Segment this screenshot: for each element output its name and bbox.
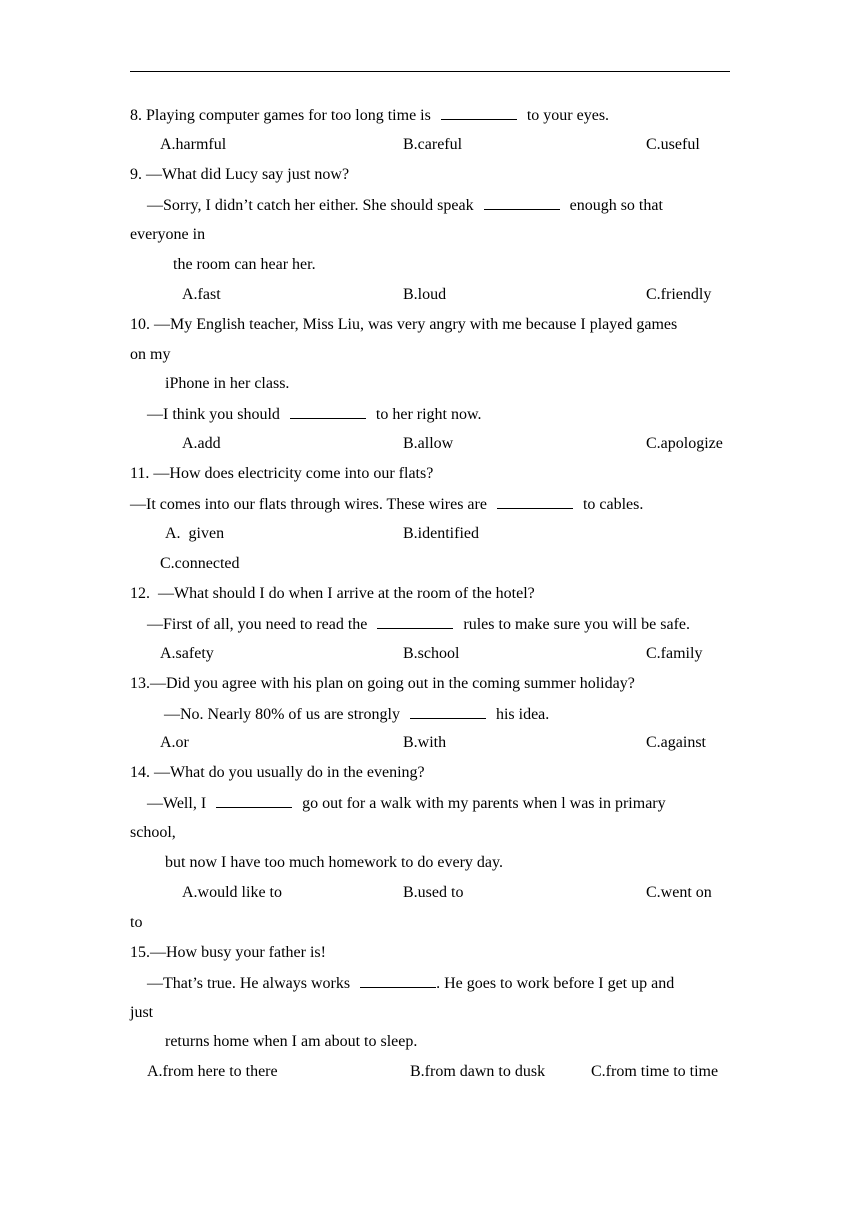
q13-option-a[interactable]: A.or	[160, 734, 189, 751]
q11-option-c[interactable]: C.connected	[160, 555, 240, 572]
answer-blank[interactable]	[216, 793, 292, 808]
answer-blank[interactable]	[484, 195, 560, 210]
question-14-reply: —Well, I go out for a walk with my parents when l was in primary	[147, 795, 666, 812]
q11-option-a[interactable]: A. given	[165, 525, 225, 542]
answer-blank[interactable]	[410, 704, 486, 719]
question-11-stem: 11. —How does electricity come into our flats?	[130, 465, 434, 482]
question-10-wrap: on my	[130, 346, 171, 363]
question-8-stem: 8. Playing computer games for too long time is to your eyes.	[130, 107, 610, 124]
question-14-stem: 14. —What do you usually do in the evening?	[130, 764, 425, 781]
q10-option-b[interactable]: B.allow	[403, 435, 454, 452]
answer-blank[interactable]	[290, 404, 366, 419]
q15-option-b[interactable]: B.from dawn to dusk	[410, 1063, 546, 1080]
question-15-stem: 15.—How busy your father is!	[130, 944, 326, 961]
answer-blank[interactable]	[360, 973, 436, 988]
q12-option-c[interactable]: C.family	[646, 645, 703, 662]
q14-option-c[interactable]: C.went on	[646, 884, 712, 901]
question-10-continued: iPhone in her class.	[165, 375, 290, 392]
q8-option-b[interactable]: B.careful	[403, 136, 463, 153]
q10-option-a[interactable]: A.add	[182, 435, 221, 452]
question-15-reply: —That’s true. He always works . He goes to work before I get up and	[147, 975, 675, 992]
q9-option-a[interactable]: A.fast	[182, 286, 221, 303]
q14-option-b[interactable]: B.used to	[403, 884, 464, 901]
answer-blank[interactable]	[497, 494, 573, 509]
question-11-reply: —It comes into our flats through wires. These wires are to cables.	[130, 496, 644, 513]
q13-option-c[interactable]: C.against	[646, 734, 706, 751]
q11-option-b[interactable]: B.identified	[403, 525, 479, 542]
question-9-stem: 9. —What did Lucy say just now?	[130, 166, 350, 183]
q9-option-c[interactable]: C.friendly	[646, 286, 712, 303]
answer-blank[interactable]	[377, 614, 453, 629]
question-15-continued: returns home when I am about to sleep.	[165, 1033, 418, 1050]
q8-option-c[interactable]: C.useful	[646, 136, 700, 153]
q8-option-a[interactable]: A.harmful	[160, 136, 227, 153]
q15-option-a[interactable]: A.from here to there	[147, 1063, 278, 1080]
q12-option-b[interactable]: B.school	[403, 645, 460, 662]
q12-option-a[interactable]: A.safety	[160, 645, 214, 662]
question-14-continued: but now I have too much homework to do every day.	[165, 854, 503, 871]
question-12-reply: —First of all, you need to read the rules to make sure you will be safe.	[147, 616, 690, 633]
q10-option-c[interactable]: C.apologize	[646, 435, 723, 452]
question-9-reply: —Sorry, I didn’t catch her either. She should speak enough so that	[147, 197, 663, 214]
question-15-wrap: just	[130, 1004, 154, 1021]
q9-option-b[interactable]: B.loud	[403, 286, 447, 303]
q14-option-a[interactable]: A.would like to	[182, 884, 282, 901]
question-13-stem: 13.—Did you agree with his plan on going out in the coming summer holiday?	[130, 675, 635, 692]
question-10-stem: 10. —My English teacher, Miss Liu, was very angry with me because I played games	[130, 316, 678, 333]
question-10-reply: —I think you should to her right now.	[147, 406, 482, 423]
q15-option-c[interactable]: C.from time to time	[591, 1063, 719, 1080]
q14-option-c-wrap: to	[130, 914, 143, 931]
header-rule	[130, 71, 730, 72]
q13-option-b[interactable]: B.with	[403, 734, 447, 751]
question-9-continued: the room can hear her.	[173, 256, 316, 273]
question-9-wrap: everyone in	[130, 226, 206, 243]
question-14-wrap: school,	[130, 824, 176, 841]
question-13-reply: —No. Nearly 80% of us are strongly his idea.	[164, 706, 550, 723]
answer-blank[interactable]	[441, 105, 517, 120]
question-12-stem: 12. —What should I do when I arrive at the room of the hotel?	[130, 585, 535, 602]
